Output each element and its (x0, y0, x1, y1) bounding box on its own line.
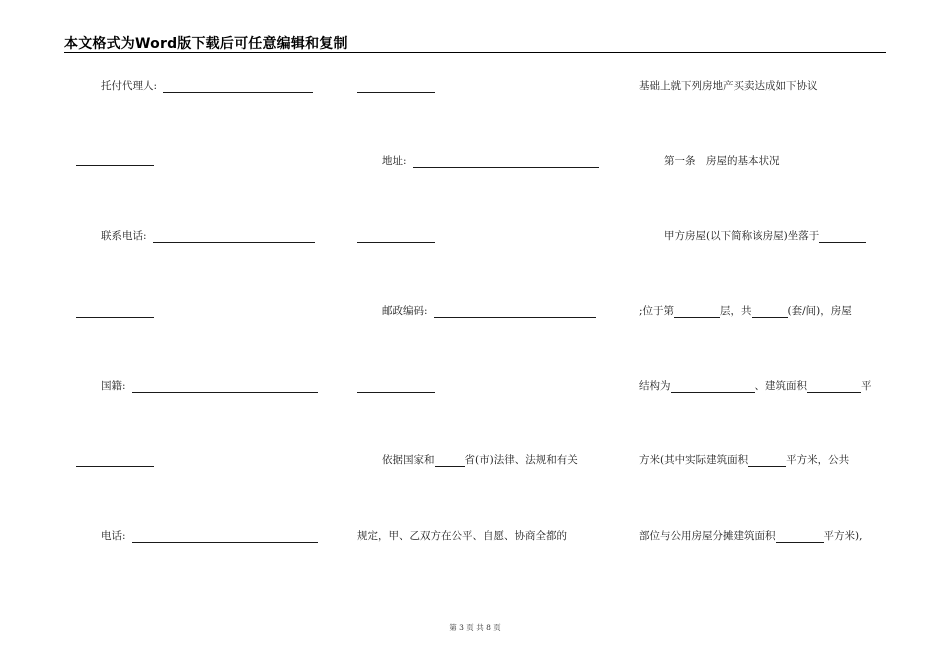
regulation-text: 规定，甲、乙双方在公平、自愿、协商全都的 (357, 530, 567, 542)
page-indicator: 第 3 页 共 8 页 (449, 623, 501, 632)
header-divider (64, 52, 886, 53)
left-blank-2 (76, 306, 154, 318)
address-line (382, 154, 599, 168)
location-blank (819, 231, 866, 243)
law-text-after: 省(市)法律、法规和有关 (464, 454, 578, 466)
middle-blank-line-3 (357, 379, 435, 393)
nationality-line (101, 379, 318, 393)
shared-tail: 平方米), (823, 530, 863, 542)
agent-line (101, 79, 313, 93)
law-text-line (382, 453, 578, 467)
province-blank (435, 455, 465, 467)
postcode-line (382, 304, 596, 318)
actual-area-blank (748, 455, 786, 467)
structure-line (639, 379, 872, 393)
area-line (639, 453, 849, 467)
document-header-title: 本文格式为Word版下载后可任意编辑和复制 (64, 36, 348, 52)
middle-blank-line-2 (357, 229, 435, 243)
location-text: 甲方房屋(以下简称该房屋)坐落于 (664, 230, 820, 242)
middle-blank-1 (357, 81, 435, 93)
phone-blank (153, 231, 315, 243)
location-line (664, 229, 866, 243)
left-blank-line-2 (76, 304, 154, 318)
left-blank-1 (76, 154, 154, 166)
shared-area-line (639, 529, 862, 543)
postcode-label: 邮政编码: (382, 305, 428, 317)
article-title: 第一条 房屋的基本状况 (664, 155, 780, 167)
nationality-label: 国籍: (101, 380, 126, 392)
floor-blank (674, 306, 720, 318)
middle-blank-2 (357, 231, 435, 243)
left-blank-3 (76, 455, 154, 467)
tel-line (101, 529, 318, 543)
floor-lead: ;位于第 (639, 305, 675, 317)
structure-lead: 结构为 (639, 380, 671, 392)
floor-mid1: 层，共 (720, 305, 752, 317)
building-area-blank (807, 381, 861, 393)
structure-tail: 平 (861, 380, 872, 392)
law-text-before: 依据国家和 (382, 454, 435, 466)
nationality-blank (132, 381, 318, 393)
agent-blank (163, 81, 313, 93)
shared-area-blank (776, 531, 824, 543)
address-blank (413, 156, 599, 168)
left-blank-line-3 (76, 453, 154, 467)
left-blank-line-1 (76, 152, 154, 166)
middle-blank-line-1 (357, 79, 435, 93)
area-lead: 方米(其中实际建筑面积 (639, 454, 749, 466)
middle-blank-3 (357, 381, 435, 393)
tel-blank (132, 531, 318, 543)
postcode-blank (434, 306, 596, 318)
shared-lead: 部位与公用房屋分摊建筑面积 (639, 530, 776, 542)
agent-label: 托付代理人: (101, 80, 158, 92)
floor-mid2: (套/间)，房屋 (787, 305, 852, 317)
agreement-text: 基础上就下列房地产买卖达成如下协议 (639, 80, 818, 92)
structure-mid: 、建筑面积 (754, 380, 807, 392)
structure-blank (671, 381, 755, 393)
floor-line (639, 304, 852, 318)
tel-label: 电话: (101, 530, 126, 542)
area-tail: 平方米，公共 (786, 454, 850, 466)
address-label: 地址: (382, 155, 407, 167)
phone-label: 联系电话: (101, 230, 147, 242)
phone-line (101, 229, 315, 243)
total-floors-blank (752, 306, 788, 318)
